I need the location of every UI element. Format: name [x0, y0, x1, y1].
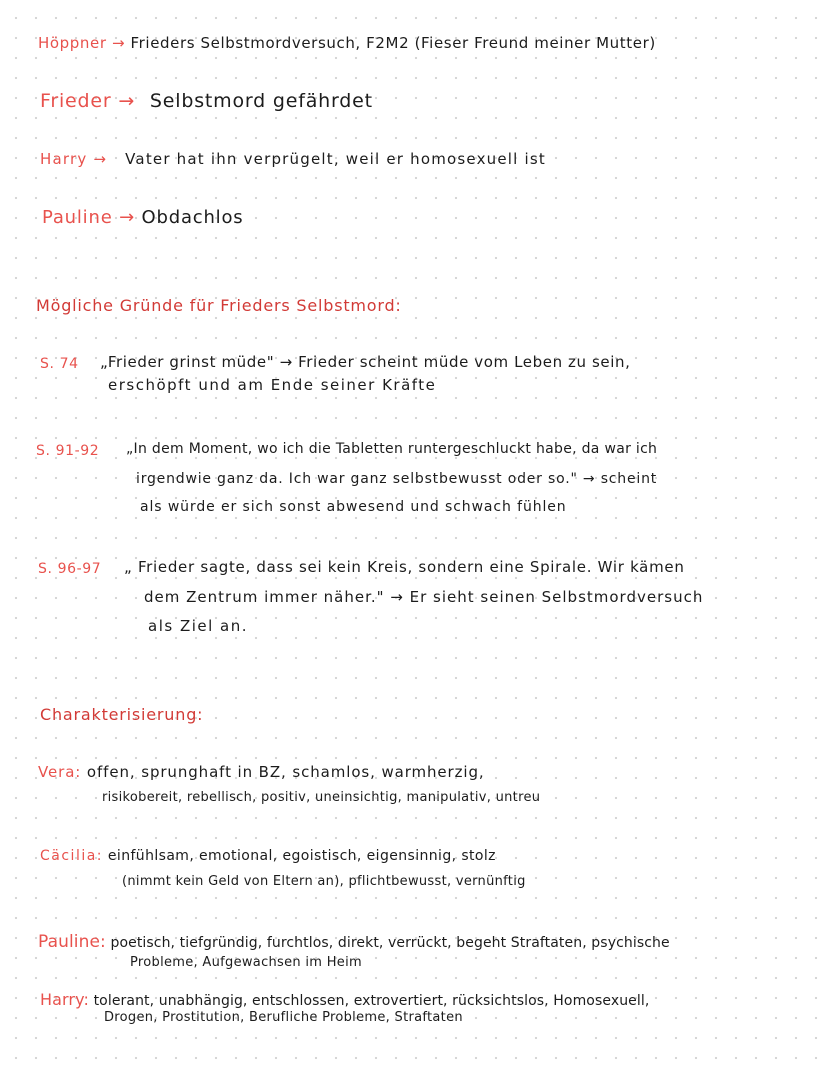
quote-line: als Ziel an.	[148, 617, 249, 635]
characterization-heading: Charakterisierung:	[40, 705, 204, 724]
character-traits: Drogen, Prostitution, Berufliche Probleme, Straftaten	[104, 1010, 463, 1025]
character-traits: poetisch, tiefgründig, furchtlos, direkt, verrückt, begeht Straftaten, psychische	[110, 935, 670, 951]
person-pauline	[42, 207, 243, 228]
person-name: Pauline	[42, 207, 113, 228]
person-name: Harry	[40, 150, 88, 168]
person-note: Selbstmord gefährdet	[149, 90, 373, 112]
quote-page-ref: S. 96-97	[38, 561, 102, 577]
person-note: Frieders Selbstmordversuch, F2M2 (Fieser Freund meiner Mutter)	[130, 34, 656, 52]
character-harry	[40, 990, 649, 1009]
quote-line: als würde er sich sonst abwesend und schwach fühlen	[140, 499, 567, 515]
character-caecilia	[40, 848, 496, 864]
character-traits: offen, sprunghaft in BZ, schamlos, warmherzig,	[86, 763, 485, 781]
quote-line: erschöpft und am Ende seiner Kräfte	[108, 376, 437, 394]
quote-line: „In dem Moment, wo ich die Tabletten runtergeschluckt habe, da war ich	[126, 441, 658, 457]
quote-page-ref: S. 91-92	[36, 443, 100, 459]
character-pauline	[38, 932, 670, 952]
character-name: Pauline:	[38, 932, 106, 952]
arrow-icon: →	[118, 90, 136, 112]
arrow-icon: →	[119, 207, 135, 228]
quote-line: dem Zentrum immer näher." → Er sieht seinen Selbstmordversuch	[144, 588, 704, 606]
arrow-icon: →	[111, 34, 126, 52]
quote-line: „Frieder grinst müde" → Frieder scheint müde vom Leben zu sein,	[100, 353, 631, 371]
person-note: Obdachlos	[141, 207, 244, 228]
person-name: Frieder	[40, 90, 112, 112]
person-frieder	[40, 90, 373, 112]
character-name: Cäcilia:	[40, 848, 104, 864]
quote-line: irgendwie ganz da. Ich war ganz selbstbewusst oder so." → scheint	[136, 471, 658, 487]
character-vera	[38, 763, 485, 781]
quote-page-ref: S. 74	[40, 356, 79, 372]
character-traits: einfühlsam, emotional, egoistisch, eigensinnig, stolz	[107, 848, 496, 864]
character-traits: risikobereit, rebellisch, positiv, uneinsichtig, manipulativ, untreu	[102, 790, 541, 805]
reasons-heading: Mögliche Gründe für Frieders Selbstmord:	[36, 296, 402, 315]
person-harry	[40, 150, 546, 168]
person-hoeppner	[38, 34, 656, 52]
character-traits: Probleme, Aufgewachsen im Heim	[130, 955, 362, 970]
character-traits: tolerant, unabhängig, entschlossen, extrovertiert, rücksichtslos, Homosexuell,	[93, 993, 650, 1009]
quote-line: „ Frieder sagte, dass sei kein Kreis, sondern eine Spirale. Wir kämen	[124, 558, 685, 576]
character-name: Vera:	[38, 763, 82, 781]
character-traits: (nimmt kein Geld von Eltern an), pflichtbewusst, vernünftig	[122, 874, 526, 889]
person-name: Höppner	[38, 34, 107, 52]
character-name: Harry:	[40, 990, 90, 1009]
arrow-icon: →	[93, 150, 108, 168]
person-note: Vater hat ihn verprügelt, weil er homosexuell ist	[125, 150, 546, 168]
